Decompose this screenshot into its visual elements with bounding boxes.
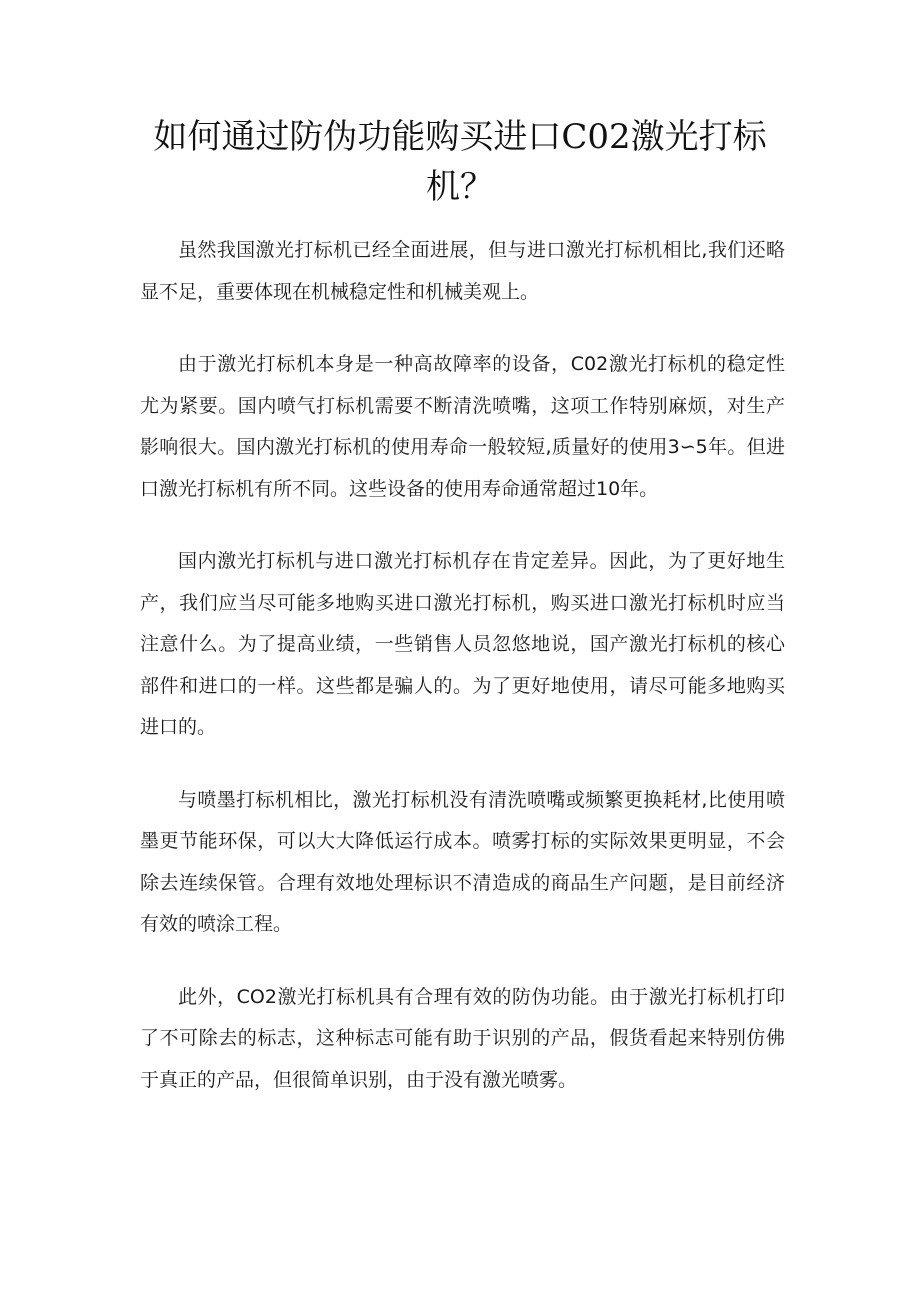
- paragraph-1: 虽然我国激光打标机已经全面进展，但与进口激光打标机相比,我们还略显不足，重要体现在机械稳定性和机械美观上。: [140, 239, 785, 303]
- paragraph-4: 与喷墨打标机相比，激光打标机没有清洗喷嘴或频繁更换耗材,比使用喷墨更节能环保，可以大大降低运行成本。喷雾打标的实际效果更明显，不会除去连续保管。合理有效地处理标识不清造成的商品生产问题，是目前经济有效的喷涂工程。: [140, 788, 785, 935]
- paragraph-5: 此外，CO2激光打标机具有合理有效的防伪功能。由于激光打标机打印了不可除去的标志，这种标志可能有助于识别的产品，假货看起来特别仿佛于真正的产品，但很简单识别，由于没有激光喷雾。: [140, 985, 785, 1091]
- paragraph-2: 由于激光打标机本身是一种高故障率的设备，C02激光打标机的稳定性尤为紧要。国内喷气打标机需要不断清洗喷嘴，这项工作特别麻烦，对生产影响很大。国内激光打标机的使用寿命一般较短,质量好的使用3∽5年。但进口激光打标机有所不同。这些设备的使用寿命通常超过10年。: [140, 353, 785, 500]
- document-body: [140, 230, 785, 1132]
- document-title: 如何通过防伪功能购买进口C02激光打标机？: [153, 117, 767, 207]
- paragraph-3: 国内激光打标机与进口激光打标机存在肯定差异。因此，为了更好地生产，我们应当尽可能多地购买进口激光打标机，购买进口激光打标机时应当注意什么。为了提高业绩，一些销售人员忽悠地说，国产激光打标机的核心部件和进口的一样。这些都是骗人的。为了更好地使用，请尽可能多地购买进口的。: [140, 550, 785, 738]
